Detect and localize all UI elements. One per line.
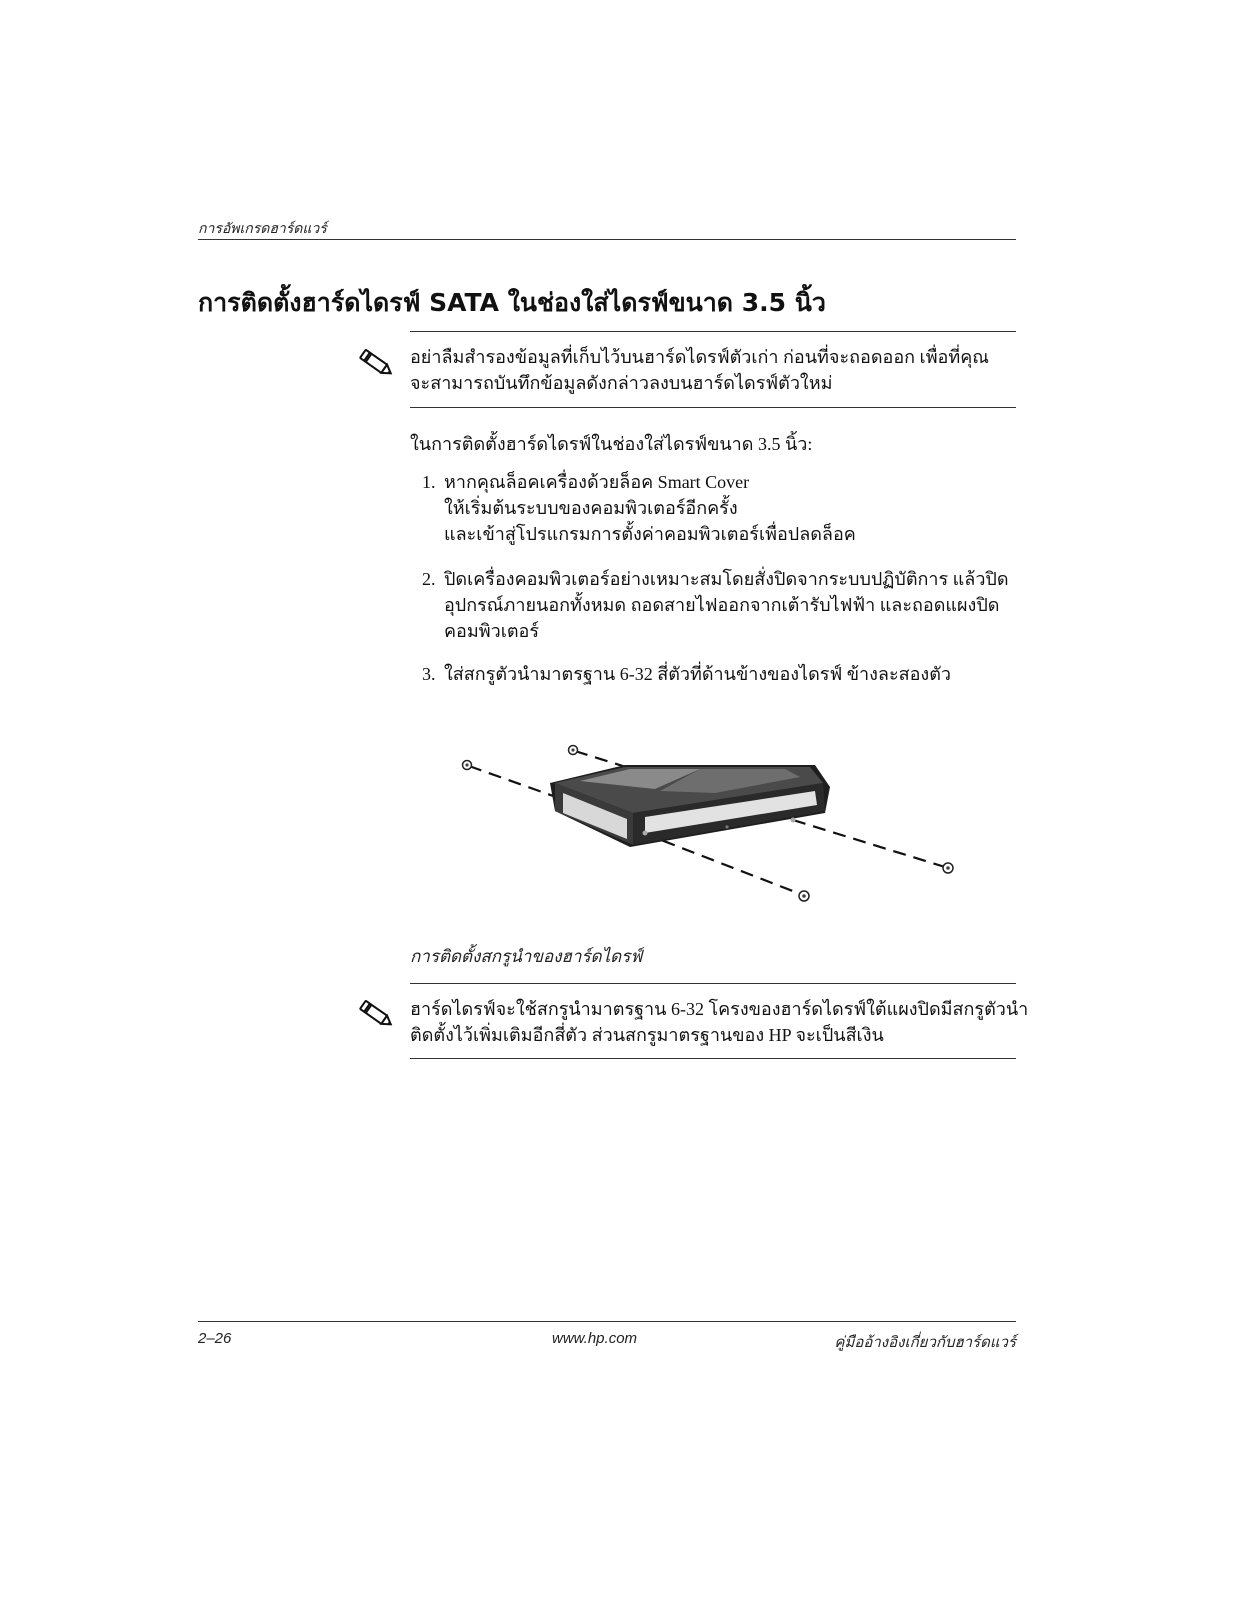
screw-icon xyxy=(799,891,809,901)
footer-rule xyxy=(198,1321,1016,1322)
note1-top-rule xyxy=(410,331,1016,332)
step-number: 2. xyxy=(422,569,436,589)
intro-text: ในการติดตั้งฮาร์ดไดรฟ์ในช่องใส่ไดรฟ์ขนาด 3.5 นิ้ว: xyxy=(410,434,813,454)
step-number: 1. xyxy=(422,472,436,492)
screw-icon xyxy=(943,863,953,873)
step-body xyxy=(444,469,856,547)
pencil-note-icon xyxy=(356,996,396,1032)
section-title: การติดตั้งฮาร์ดไดรฟ์ SATA ในช่องใส่ไดรฟ์ขนาด 3.5 นิ้ว xyxy=(198,288,826,317)
figure-caption: การติดตั้งสกรูนำของฮาร์ดไดรฟ์ xyxy=(410,947,643,966)
page-number: 2–26 xyxy=(198,1330,232,1347)
footer-url-link[interactable]: www.hp.com xyxy=(552,1330,638,1347)
step-body xyxy=(444,661,951,687)
screw-icon xyxy=(463,761,472,770)
step-line: หากคุณล็อคเครื่องด้วยล็อค Smart Cover xyxy=(444,472,750,492)
screw-icon xyxy=(569,746,578,755)
step-line: และเข้าสู่โปรแกรมการตั้งค่าคอมพิวเตอร์เพื่อปลดล็อค xyxy=(444,524,856,544)
running-header: การอัพเกรดฮาร์ดแวร์ xyxy=(198,220,327,236)
note1-bottom-rule xyxy=(410,407,1016,408)
hard-drive-figure xyxy=(455,735,975,910)
hard-drive xyxy=(550,765,830,847)
note1-line-2: จะสามารถบันทึกข้อมูลดังกล่าวลงบนฮาร์ดไดรฟ์ตัวใหม่ xyxy=(410,373,833,393)
note2-top-rule xyxy=(410,983,1016,984)
step-line: ให้เริ่มต้นระบบของคอมพิวเตอร์อีกครั้ง xyxy=(444,498,738,518)
step-number: 3. xyxy=(422,664,436,684)
footer-guide-title: คู่มืออ้างอิงเกี่ยวกับฮาร์ดแวร์ xyxy=(834,1334,1016,1351)
note1-text xyxy=(410,344,989,396)
note2-line-2: ติดตั้งไว้เพิ่มเติมอีกสี่ตัว ส่วนสกรูมาตรฐานของ HP จะเป็นสีเงิน xyxy=(410,1025,884,1045)
note2-bottom-rule xyxy=(410,1058,1016,1059)
note2-line-1: ฮาร์ดไดรฟ์จะใช้สกรูนำมาตรฐาน 6-32 โครงของฮาร์ดไดรฟ์ใต้แผงปิดมีสกรูตัวนำ xyxy=(410,999,1029,1019)
pencil-note-icon xyxy=(356,345,396,381)
guide-line xyxy=(643,833,803,895)
step-body xyxy=(444,566,1009,644)
step-line: คอมพิวเตอร์ xyxy=(444,621,540,641)
guide-line xyxy=(793,820,945,867)
step-line: อุปกรณ์ภายนอกทั้งหมด ถอดสายไฟออกจากเต้ารับไฟฟ้า และถอดแผงปิด xyxy=(444,595,1000,615)
note1-line-1: อย่าลืมสำรองข้อมูลที่เก็บไว้บนฮาร์ดไดรฟ์ตัวเก่า ก่อนที่จะถอดออก เพื่อที่คุณ xyxy=(410,347,989,367)
header-rule xyxy=(198,239,1016,240)
note2-text xyxy=(410,996,1028,1048)
step-line: ปิดเครื่องคอมพิวเตอร์อย่างเหมาะสมโดยสั่งปิดจากระบบปฏิบัติการ แล้วปิด xyxy=(444,569,1009,589)
step-line: ใส่สกรูตัวนำมาตรฐาน 6-32 สี่ตัวที่ด้านข้างของไดรฟ์ ข้างละสองตัว xyxy=(444,664,951,684)
